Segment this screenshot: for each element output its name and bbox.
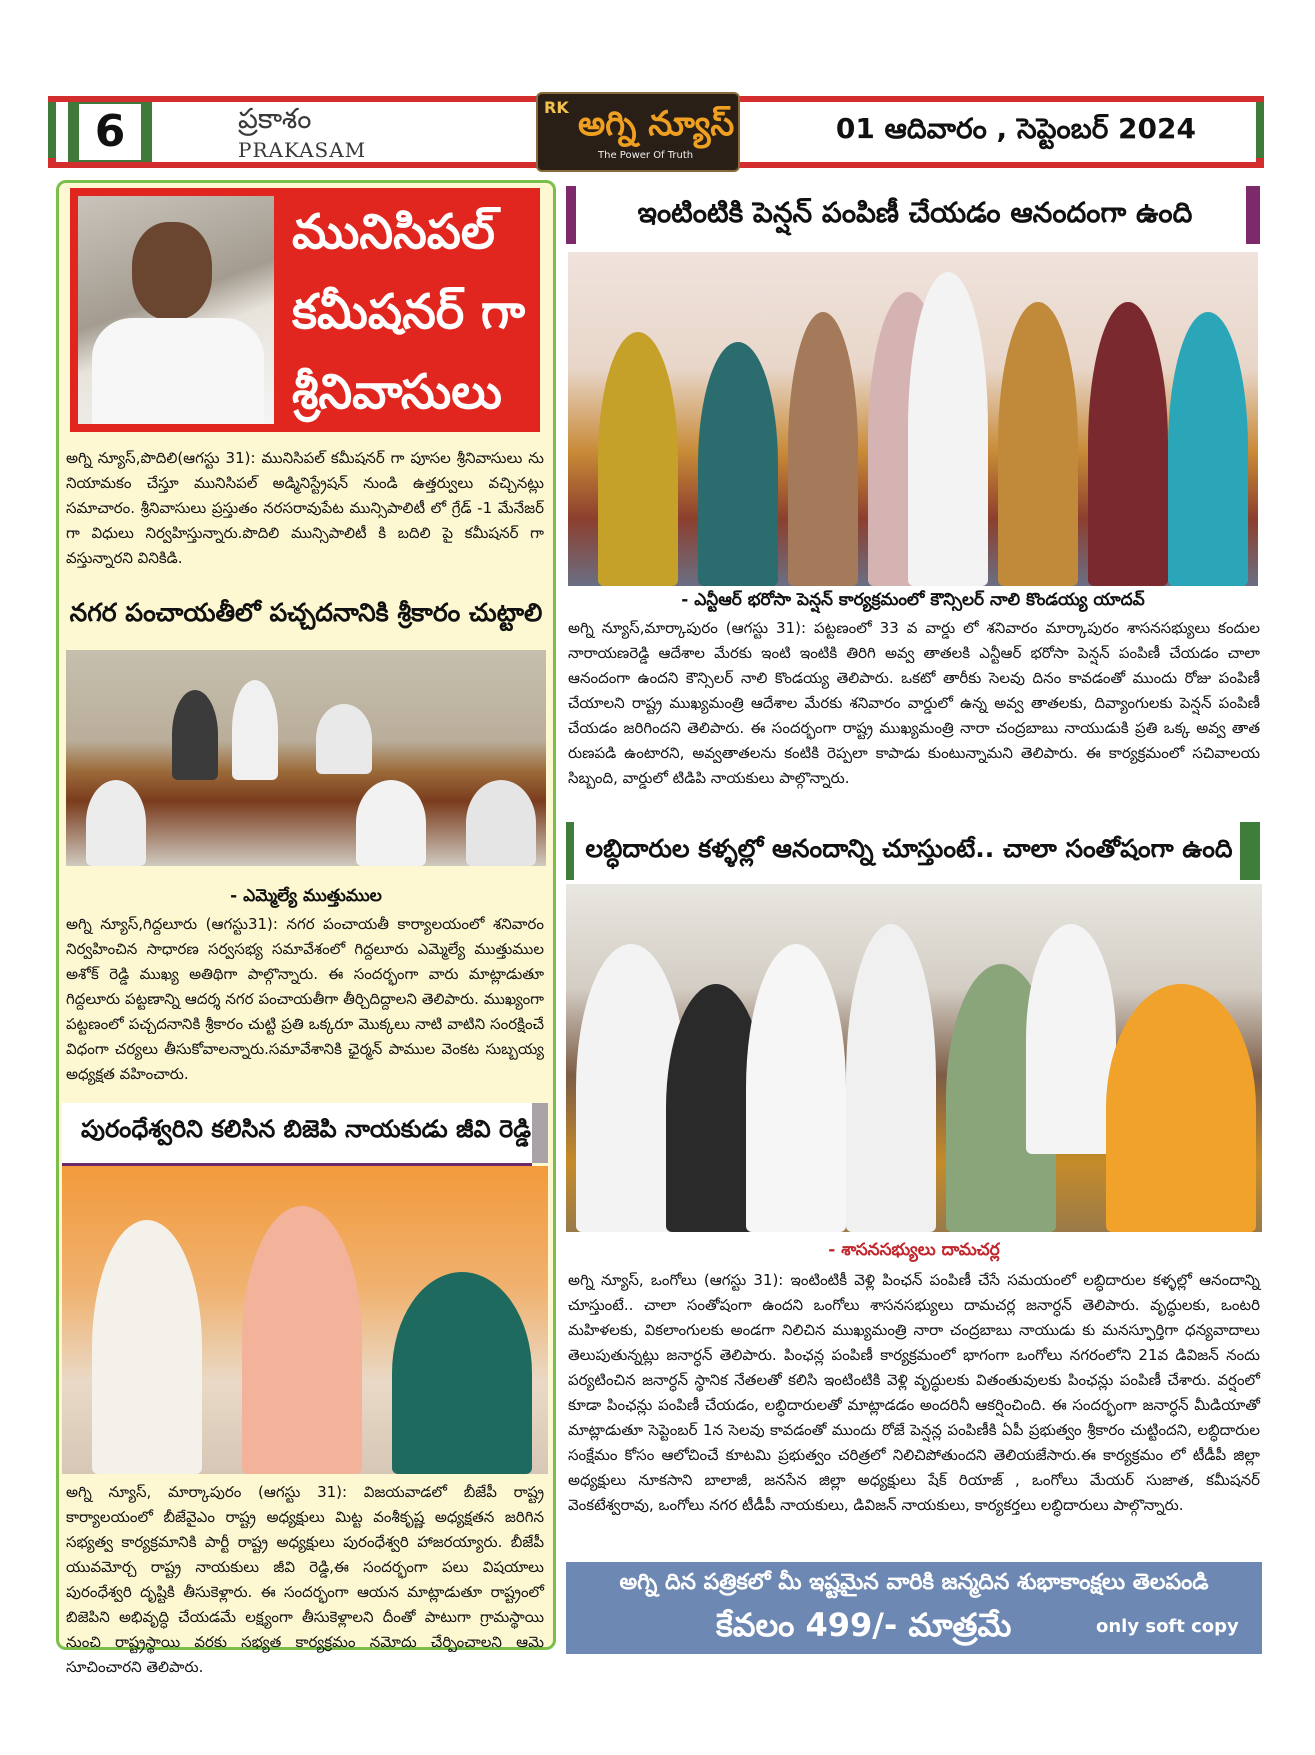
- right-story2-body: అగ్ని న్యూస్, ఒంగోలు (ఆగస్టు 31): ఇంటింటికీ వెళ్లి పింఛన్ పంపిణీ చేసే సమయంలో లబ్ధిదారుల కళ్ళల్లో ఆనందాన్ని చూస్తుంటే.. చాలా సంతోషంగా ఉందని ఒంగోలు శాసనసభ్యులు దామచర్ల జనార్ధన్ తెలిపారు. వృద్ధులకు, ఒంటరి మహిళలకు, వికలాంగులకు అండగా నిలిచిన ముఖ్యమంత్రి నారా చంద్రబాబు నాయుడు కు మనస్ఫూర్తిగా ధన్యవాదాలు తెలుపుతున్నట్లు జనార్ధన్ తెలిపారు. పింఛన్ల పంపిణీ కార్యక్రమంలో భాగంగా ఒంగోలు నగరంలోని 21వ డివిజన్ నందు పర్యటించిన జనార్ధన్ స్థానిక నేతలతో కలిసి ఇంటింటికి వెళ్లి వృద్ధులకు వితంతువులకు పింఛన్లు పంపిణీ చేశారు. వర్షంలో కూడా పింఛన్లు పంపిణీ చేయడం, లబ్ధిదారులతో మాట్లాడడం అందరినీ ఆకర్షించింది. ఈ సందర్భంగా జనార్ధన్ మీడియాతో మాట్లాడుతూ సెప్టెంబర్ 1న సెలవు కావడంతో ముందు రోజే పెన్షన్ల పంపిణీకి ఏపీ ప్రభుత్వం శ్రీకారం చుట్టిందని, లబ్ధిదారుల సంక్షేమం కోసం ఆలోచించే కూటమి ప్రభుత్వం చరిత్రలో నిలిచిపోతుందని తెలియజేసారు.ఈ కార్యక్రమం లో టీడీపీ జిల్లా అధ్యక్షులు నూకసాని బాలాజీ, జనసేన జిల్లా అధ్యక్షులు షేక్ రియాజ్ , ఒంగోలు మేయర్ సుజాత, కమీషనర్ వెంకటేశ్వరావు, ఒంగోలు నగర టీడీపీ నాయకులు, డివిజన్ నాయకులు, కార్యకర్తలు లబ్ధిదారులు పాల్గొన్నారు.: [568, 1271, 1260, 1514]
- photo-person: [846, 924, 936, 1232]
- photo-person: [598, 332, 678, 586]
- bjp-meeting-photo: [62, 1166, 548, 1474]
- birthday-wishes-ad: [566, 1562, 1262, 1654]
- photo-person: [746, 944, 846, 1232]
- story3-body: అగ్ని న్యూస్, మార్కాపురం (ఆగస్టు 31): విజయవాడలో బీజేపీ రాష్ట్ర కార్యాలయంలో బీజేవైఎం రాష్ట్ర అధ్యక్షులు మిట్ట వంశీకృష్ణ అధ్యక్షతన జరిగిన సభ్యత్వ కార్యక్రమానికి పార్టీ రాష్ట్ర అధ్యక్షులు పురంధేశ్వరి హాజరయ్యారు. బీజేపీ యువమోర్చ రాష్ట్ర నాయకులు జీవి రెడ్డి,ఈ సందర్భంగా పలు విషయాలు పురంధేశ్వరి దృష్టికి తీసుకెళ్లారు. ఈ సందర్భంగా ఆయన మాట్లాడుతూ రాష్ట్రంలో బిజెపిని అభివృద్ధి చేయడమే లక్ష్యంగా తీసుకెళ్లాలని దీంతో పాటుగా గ్రామస్థాయి నుంచి రాష్ట్రస్థాయి వరకు సభ్యత కార్యక్రమం నమోదు చేర్పించాలని ఆమె సూచించారని తెలిపారు.: [66, 1483, 544, 1676]
- logo-tagline: The Power Of Truth: [598, 150, 694, 161]
- region-english: PRAKASAM: [238, 138, 367, 162]
- story1-body: అగ్ని న్యూస్,పొదిలి(ఆగస్టు 31): మునిసిపల్ కమీషనర్ గా పూసల శ్రీనివాసులు ను నియామకం చేస్తూ మునిసిపల్ అడ్మినిస్ట్రేషన్ నుండి ఉత్తర్వులు వచ్చినట్లు సమాచారం. శ్రీనివాసులు ప్రస్తుతం నరసరావుపేట మున్సిపాలిటీ లో గ్రేడ్ -1 మేనేజర్ గా విధులు నిర్వహిస్తున్నారు.పొదిలి మున్సిపాలిటీ కి బదిలి పై కమీషనర్ గా వస్తున్నారని వినికిడి.: [66, 449, 544, 567]
- ad-note: only soft copy: [1096, 1616, 1239, 1637]
- story2-headline: నగర పంచాయతీలో పచ్చదనానికి శ్రీకారం చుట్టాలి: [69, 598, 543, 627]
- page-number: 6: [79, 104, 141, 160]
- ongole-pension-photo: [566, 884, 1262, 1232]
- photo-person: [232, 680, 278, 780]
- photo-person: [242, 1206, 362, 1474]
- right-story1-headline: ఇంటింటికి పెన్షన్ పంపిణీ చేయడం ఆనందంగా ఉంది: [637, 196, 1193, 229]
- newspaper-logo: [536, 92, 740, 172]
- meeting-photo: [66, 650, 546, 866]
- photo-person: [698, 342, 778, 586]
- photo-person: [92, 1220, 202, 1474]
- photo-shirt: [92, 318, 264, 424]
- story1-headline-line: శ్రీనివాసులు: [292, 364, 502, 420]
- photo-person: [466, 780, 536, 866]
- logo-prefix: RK: [544, 98, 569, 117]
- photo-person: [1088, 302, 1168, 586]
- photo-person: [172, 690, 218, 780]
- photo-person: [788, 312, 858, 586]
- photo-person: [316, 704, 372, 774]
- page-number-box: [68, 102, 152, 162]
- photo-person: [356, 780, 426, 866]
- right-story1-body: అగ్ని న్యూస్,మార్కాపురం (ఆగస్టు 31): పట్టణంలో 33 వ వార్డు లో శనివారం మార్కాపురం శాసనసభ్యులు కందుల నారాయణరెడ్డి ఆదేశాల మేరకు ఇంటి ఇంటికి తిరిగి అవ్వ తాతలకి ఎన్టీఆర్ భరోసా పెన్షన్ పంపిణీ చేయడం చాలా ఆనందంగా ఉందని కౌన్సిలర్ నాలి కొండయ్య తెలిపారు. ఒకటో తారీకు సెలవు దినం కావడంతో ముందు రోజు పంపిణీ చేయాలని రాష్ట్ర ముఖ్యమంత్రి ఆదేశాల మేరకు శనివారం వార్డులో ఉన్న అవ్వ తాతలకు, దివ్యాంగులకు పెన్షన్ పంపిణీ చేయడం జరిగిందని తెలిపారు. ఈ సందర్భంగా రాష్ట్ర ముఖ్యమంత్రి నారా చంద్రబాబు నాయుడుకి ప్రతి ఒక్క అవ్వ తాత రుణపడి ఉంటారని, అవ్వతాతలను కంటికి రెప్పలా కాపాడు కుంటున్నామని తెలిపారు. ఈ కార్యక్రమంలో సచివాలయ సిబ్బంది, వార్డులో టిడిపి నాయకులు పాల్గొన్నారు.: [568, 619, 1260, 787]
- ad-line: అగ్ని దిన పత్రికలో మీ ఇష్టమైన వారికి జన్మదిన శుభాకాంక్షలు తెలపండి: [619, 1570, 1209, 1595]
- photo-person: [998, 302, 1078, 586]
- story1-headline: [292, 192, 532, 432]
- story1-headline-line: మునిసిపల్: [292, 204, 495, 260]
- commissioner-photo: [78, 196, 274, 424]
- photo-person: [1106, 984, 1256, 1232]
- masthead-inner: [56, 98, 1256, 162]
- story3-headline: పురంధేశ్వరిని కలిసిన బిజెపి నాయకుడు జీవి రెడ్డి: [81, 1115, 531, 1143]
- issue-date: 01 ఆదివారం , సెప్టెంబర్ 2024: [835, 112, 1196, 145]
- story2-body: అగ్ని న్యూస్,గిద్దలూరు (ఆగస్టు31): నగర పంచాయతీ కార్యాలయంలో శనివారం నిర్వహించిన సాధారణ సర్వసభ్య సమావేశంలో గిద్దలూరు ఎమ్మెల్యే ముత్తుముల అశోక్ రెడ్డి ముఖ్య అతిథిగా పాల్గొన్నారు. ఈ సందర్భంగా వారు మాట్లాడుతూ గిద్దలూరు పట్టణాన్ని ఆదర్శ నగర పంచాయతీగా తీర్చిదిద్దాలని తెలిపారు. ముఖ్యంగా పట్టణంలో పచ్చదనానికి శ్రీకారం చుట్టి ప్రతి ఒక్కరూ మొక్కలు నాటి వాటిని సంరక్షించే విధంగా చర్యలు తీసుకోవాలన్నారు.సమావేశానికి ఛైర్మన్ పాముల వెంకట సుబ్బయ్య అధ్యక్షత వహించారు.: [66, 915, 544, 1083]
- photo-person: [908, 272, 988, 586]
- right-story1-caption: - ఎన్టీఆర్ భరోసా పెన్షన్ కార్యక్రమంలో కౌన్సిలర్ నాలి కొండయ్య యాదవ్: [681, 590, 1145, 610]
- photo-person: [1168, 312, 1248, 586]
- right-story2-headline: లబ్ధిదారుల కళ్ళల్లో ఆనందాన్ని చూస్తుంటే.. చాలా సంతోషంగా ఉంది: [585, 834, 1233, 863]
- masthead: [48, 96, 1264, 168]
- photo-person: [1026, 924, 1116, 1154]
- pension-distribution-photo: [568, 252, 1258, 586]
- logo-name: అగ్ని న్యూస్: [578, 104, 735, 144]
- right-story2-caption: - శాసనసభ్యులు దామచర్ల: [828, 1240, 1000, 1260]
- story2-caption: - ఎమ్మెల్యే ముత్తుముల: [230, 886, 382, 906]
- ad-price: కేవలం 499/- మాత్రమే: [716, 1606, 1012, 1644]
- story1-headline-line: కమీషనర్ గా: [292, 284, 526, 340]
- photo-person: [392, 1272, 532, 1474]
- photo-face: [132, 222, 212, 320]
- region-telugu: ప్రకాశం: [238, 102, 312, 135]
- photo-person: [86, 780, 146, 866]
